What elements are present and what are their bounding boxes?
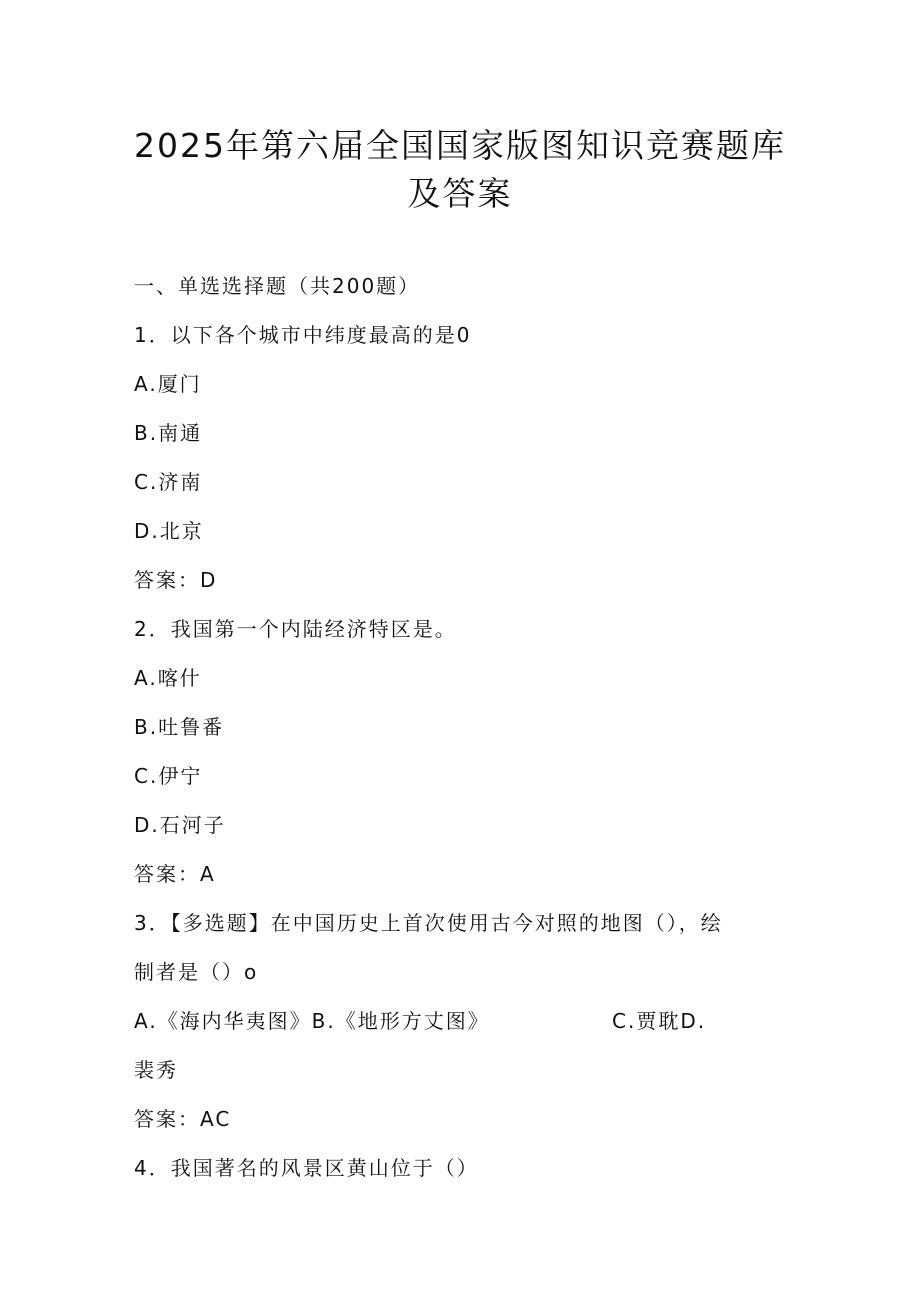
- question-1-stem: 1．以下各个城市中纬度最高的是0: [134, 323, 472, 347]
- question-2-option-a: A.喀什: [134, 666, 202, 690]
- question-2-option-d: D.石河子: [134, 813, 226, 837]
- question-4-stem: 4．我国著名的风景区黄山位于（）: [134, 1156, 479, 1180]
- question-2-option-c: C.伊宁: [134, 764, 203, 788]
- question-3-options-ab: A.《海内华夷图》B.《地形方丈图》: [134, 1009, 490, 1033]
- question-3-options-row: [134, 1001, 794, 1050]
- title-line-2: 及答案: [407, 174, 513, 213]
- document-title: [80, 122, 840, 218]
- section-heading: 一、单选选择题（共200题）: [134, 274, 421, 298]
- question-1-option-a: A.厦门: [134, 372, 202, 396]
- question-1-answer: 答案：D: [134, 568, 218, 592]
- question-2-stem: 2．我国第一个内陆经济特区是。: [134, 617, 457, 641]
- question-1-option-b: B.南通: [134, 421, 203, 445]
- question-list: [134, 266, 794, 1197]
- question-3-stem-line-2: 制者是（）o: [134, 960, 259, 984]
- question-3-options-c: C.贾耽D.: [612, 1009, 707, 1033]
- question-1-option-d: D.北京: [134, 519, 204, 543]
- question-1-option-c: C.济南: [134, 470, 203, 494]
- question-2-answer: 答案：A: [134, 862, 216, 886]
- question-3-answer: 答案：AC: [134, 1107, 232, 1131]
- title-line-1: 2025年第六届全国国家版图知识竞赛题库: [134, 126, 786, 165]
- question-2-option-b: B.吐鲁番: [134, 715, 225, 739]
- question-3-option-d-text: 裴秀: [134, 1058, 178, 1082]
- question-3-stem-line-1: 3．【多选题】在中国历史上首次使用古今对照的地图（），绘: [134, 911, 723, 935]
